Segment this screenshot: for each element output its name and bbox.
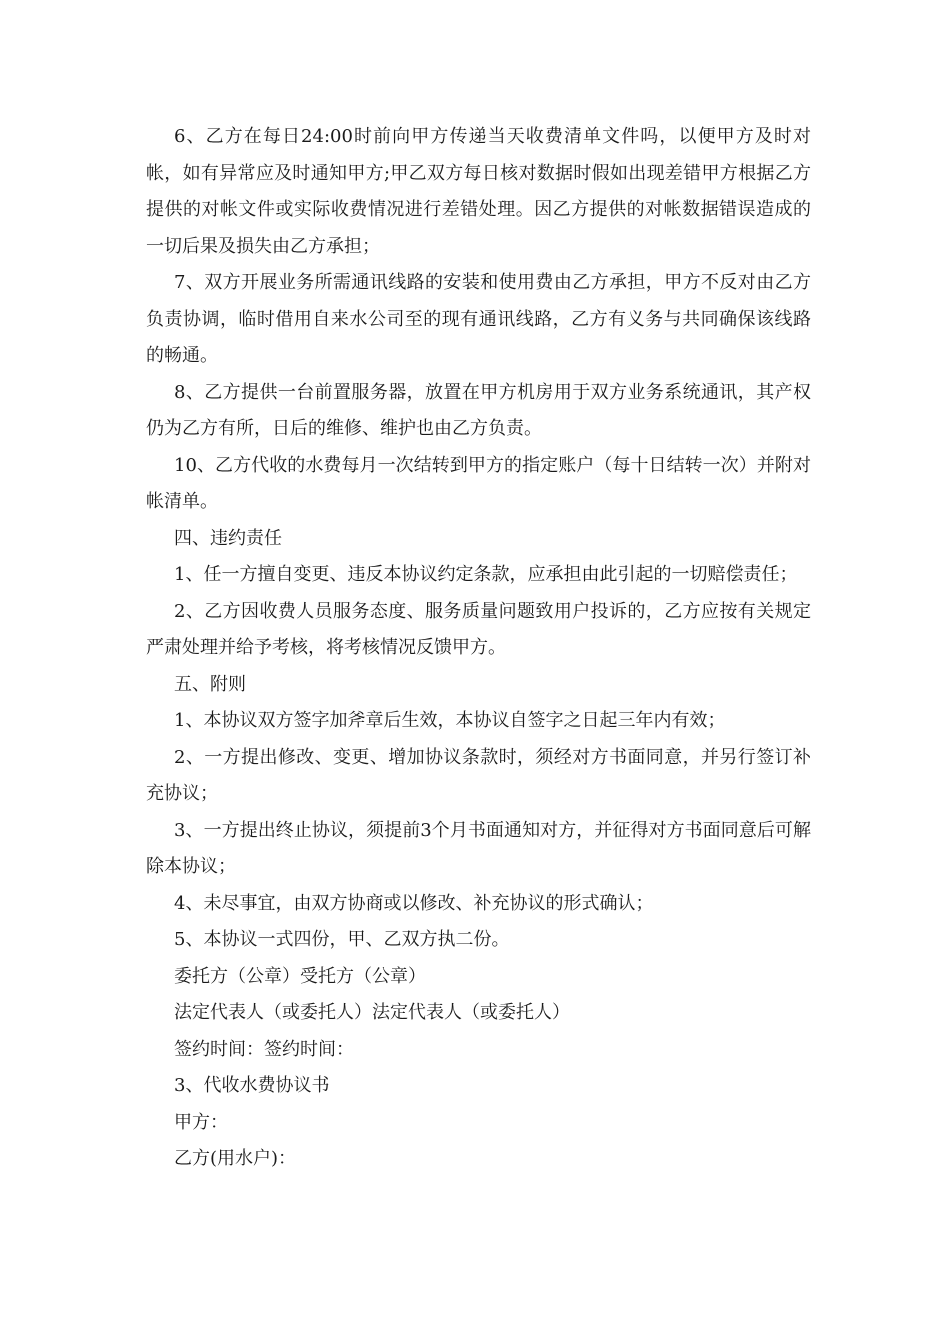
section-title-water-fee-agreement: 3、代收水费协议书: [174, 1075, 330, 1096]
paragraph-supplementary-2: 2、一方提出修改、变更、增加协议条款时，须经对方书面同意，并另行签订补充协议；: [146, 746, 811, 804]
section-heading-breach: 四、违约责任: [174, 527, 282, 549]
section-heading-supplementary: 五、附则: [174, 673, 246, 695]
paragraph-breach-2: 2、乙方因收费人员服务态度、服务质量问题致用户投诉的，乙方应按有关规定严肃处理并给予考核，将考核情况反馈甲方。: [146, 600, 811, 658]
signature-date-line: 签约时间：签约时间：: [174, 1038, 354, 1060]
party-b-line: 乙方(用水户)：: [174, 1148, 297, 1169]
paragraph-supplementary-3: 3、一方提出终止协议，须提前3个月书面通知对方，并征得对方书面同意后可解除本协议；: [146, 819, 811, 877]
paragraph-supplementary-1: 1、本协议双方签字加斧章后生效，本协议自签字之日起三年内有效；: [174, 710, 726, 731]
paragraph-clause-7: 7、双方开展业务所需通讯线路的安装和使用费由乙方承担，甲方不反对由乙方负责协调，临时借用自来水公司至的现有通讯线路，乙方有义务与共同确保该线路的畅通。: [146, 272, 811, 366]
paragraph-clause-6: 6、乙方在每日24:00时前向甲方传递当天收费清单文件吗，以便甲方及时对帐，如有异常应及时通知甲方;甲乙双方每日核对数据时假如出现差错甲方根据乙方提供的对帐文件或实际收费情况进行差错处理。因乙方提供的对帐数据错误造成的一切后果及损失由乙方承担；: [146, 126, 811, 257]
paragraph-supplementary-5: 5、本协议一式四份，甲、乙双方执二份。: [174, 929, 510, 950]
paragraph-breach-1: 1、任一方擅自变更、违反本协议约定条款，应承担由此引起的一切赔偿责任；: [174, 564, 798, 585]
document-page: [146, 119, 811, 1178]
paragraph-clause-8: 8、乙方提供一台前置服务器，放置在甲方机房用于双方业务系统通讯，其产权仍为乙方有所，日后的维修、维护也由乙方负责。: [146, 381, 811, 439]
party-a-line: 甲方：: [174, 1111, 228, 1133]
signature-representative-line: 法定代表人（或委托人）法定代表人（或委托人）: [174, 1002, 570, 1023]
signature-seal-line: 委托方（公章）受托方（公章）: [174, 965, 426, 987]
paragraph-clause-10: 10、乙方代收的水费每月一次结转到甲方的指定账户（每十日结转一次）并附对帐清单。: [146, 454, 811, 512]
paragraph-supplementary-4: 4、未尽事宜，由双方协商或以修改、补充协议的形式确认；: [174, 892, 654, 914]
